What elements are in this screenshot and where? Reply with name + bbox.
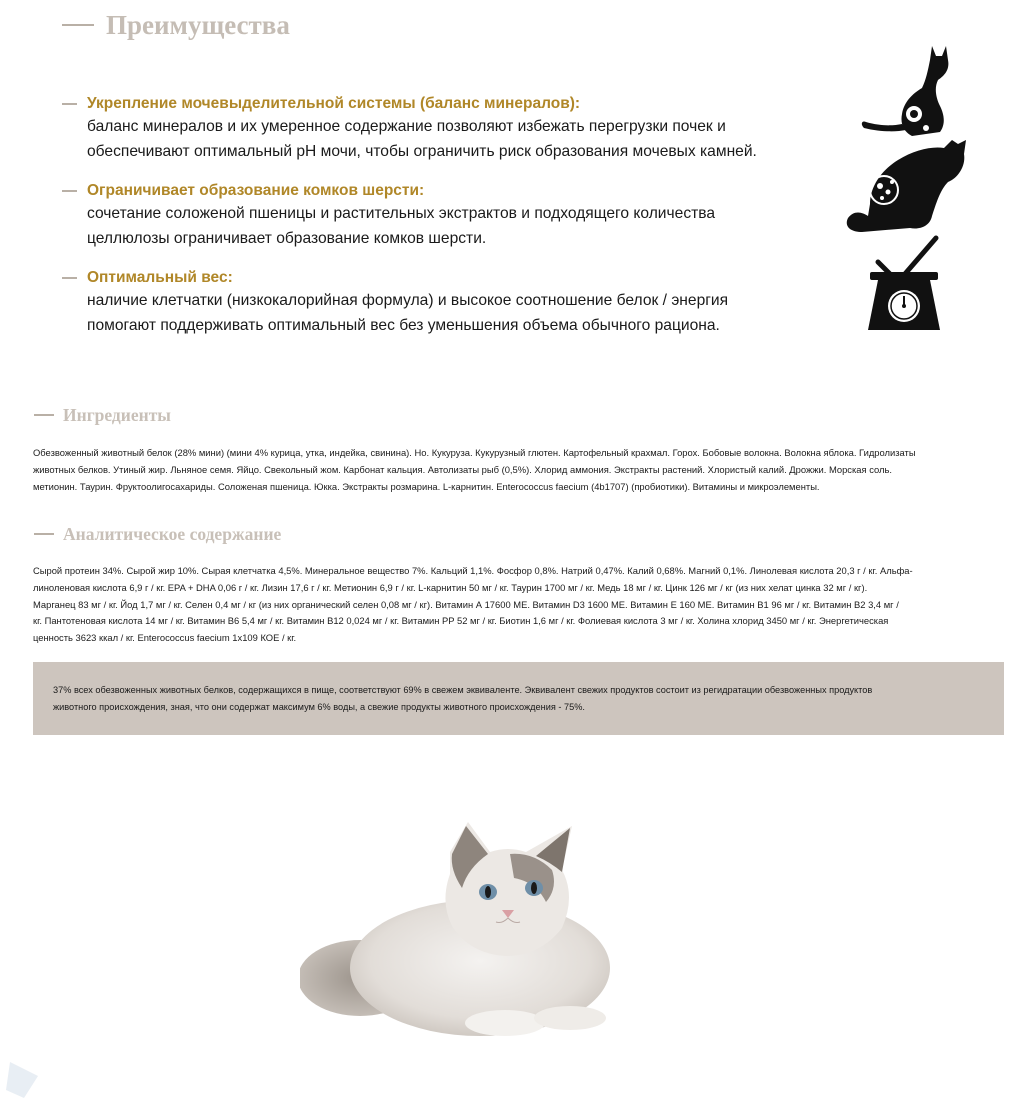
benefit-dash xyxy=(62,277,77,279)
benefit-title: Оптимальный вес: xyxy=(87,269,233,286)
benefit-line: обеспечивают оптимальный pH мочи, чтобы ограничить риск образования мочевых камней. xyxy=(87,142,757,160)
benefit-title: Ограничивает образование комков шерсти: xyxy=(87,182,425,199)
benefit-text xyxy=(87,289,782,338)
benefit-line: целлюлозы ограничивает образование комков шерсти. xyxy=(87,229,487,247)
note-line: животного происхождения, зная, что они содержат максимум 6% воды, а свежие продукты животного происхождения - 75%. xyxy=(53,701,585,712)
benefits-heading xyxy=(62,8,290,42)
benefit-weight xyxy=(62,267,782,338)
ingredients-title: Ингредиенты xyxy=(63,404,171,425)
ingredients-heading xyxy=(34,402,171,428)
text-line: Марганец 83 мг / кг. Йод 1,7 мг / кг. Селен 0,4 мг / кг (из них органический селен 0,08 мг / кг). Витамин А 17600 МЕ. Витамин D3 1600 МЕ. Витамин Е 160 МЕ. Витамин B1 96 мг / кг. Витамин B2 3,4 мг / xyxy=(33,598,899,610)
heading-dash xyxy=(34,533,54,535)
ingredients-text xyxy=(33,445,993,495)
text-line: линоленовая кислота 6,9 г / кг. EPA + DHA 0,06 г / кг. Лизин 17,6 г / кг. Метионин 6,9 г / кг. L-карнитин 50 мг / кг. Таурин 1700 мг / кг. Медь 18 мг / кг. Цинк 126 мг / кг (из них хелат цинка 32 мг / кг). xyxy=(33,581,868,593)
analytical-text xyxy=(33,563,993,647)
benefit-line: баланс минералов и их умеренное содержание позволяют избежать перегрузки почек и xyxy=(87,118,726,135)
benefit-dash xyxy=(62,190,77,192)
corner-decoration xyxy=(0,1060,40,1100)
text-line: кг. Пантотеновая кислота 14 мг / кг. Витамин B6 5,4 мг / кг. Витамин B12 0,024 мг / кг. Витамин PP 52 мг / кг. Биотин 1,6 мг / кг. Фолиевая кислота 3 мг / кг. Холина хлорид 3450 мг / кг. Энергетическая xyxy=(33,615,889,627)
benefit-line: помогают поддерживать оптимальный вес без уменьшения объема обычного рациона. xyxy=(87,316,720,334)
text-line: Обезвоженный животный белок (28% мини) (мини 4% курица, утка, индейка, свинина). Но. Кукуруза. Кукурузный глютен. Картофельный крахмал. Горох. Бобовые волокна. Волокна яблока. Гидролизаты xyxy=(33,447,916,458)
note-line: 37% всех обезвоженных животных белков, содержащихся в пище, соответствуют 69% в свежем эквиваленте. Эквивалент свежих продуктов состоит из регидратации обезвоженных продуктов xyxy=(53,685,873,695)
benefit-line: сочетание соложеной пшеницы и растительных экстрактов и подходящего количества xyxy=(87,205,716,222)
analytical-heading xyxy=(34,521,281,547)
scale-check-icon xyxy=(864,234,944,334)
cats-silhouette-icon xyxy=(840,40,970,240)
text-line: животных белков. Утиный жир. Льняное семя. Яйцо. Свекольный жом. Карбонат кальция. Автолизаты рыб (0,5%). Хлорид аммония. Экстракты растений. Хлористый калий. Дрожжи. Морская соль. xyxy=(33,463,892,475)
cat-photo xyxy=(300,818,642,1043)
benefit-title: Укрепление мочевыделительной системы (баланс минералов): xyxy=(87,95,581,112)
benefit-line: наличие клетчатки (низкокалорийная формула) и высокое соотношение белок / энергия xyxy=(87,292,729,309)
benefit-urinary xyxy=(62,93,782,164)
analytical-title: Аналитическое содержание xyxy=(63,523,282,544)
heading-dash xyxy=(62,24,94,26)
text-line: Сырой протеин 34%. Сырой жир 10%. Сырая клетчатка 4,5%. Минеральное вещество 7%. Кальций 1,1%. Фосфор 0,8%. Натрий 0,47%. Калий 0,68%. Магний 0,1%. Линолевая кислота 20,3 г / кг. Альфа- xyxy=(33,565,913,576)
benefit-text xyxy=(87,115,782,164)
text-line: метионин. Таурин. Фруктоолигосахариды. Соложеная пшеница. Юкка. Экстракты розмарина. L-карнитин. Enterococcus faecium (4b1707) (пробиотики). Витамины и микроэлементы. xyxy=(33,480,820,492)
benefit-text xyxy=(87,202,782,251)
heading-dash xyxy=(34,414,54,416)
benefit-dash xyxy=(62,103,77,105)
benefit-hairball xyxy=(62,180,782,251)
benefits-title: Преимущества xyxy=(106,9,290,40)
protein-note-box xyxy=(33,662,1004,735)
benefits-list xyxy=(62,93,782,354)
text-line: ценность 3623 ккал / кг. Enterococcus faecium 1x109 КОЕ / кг. xyxy=(33,632,297,644)
